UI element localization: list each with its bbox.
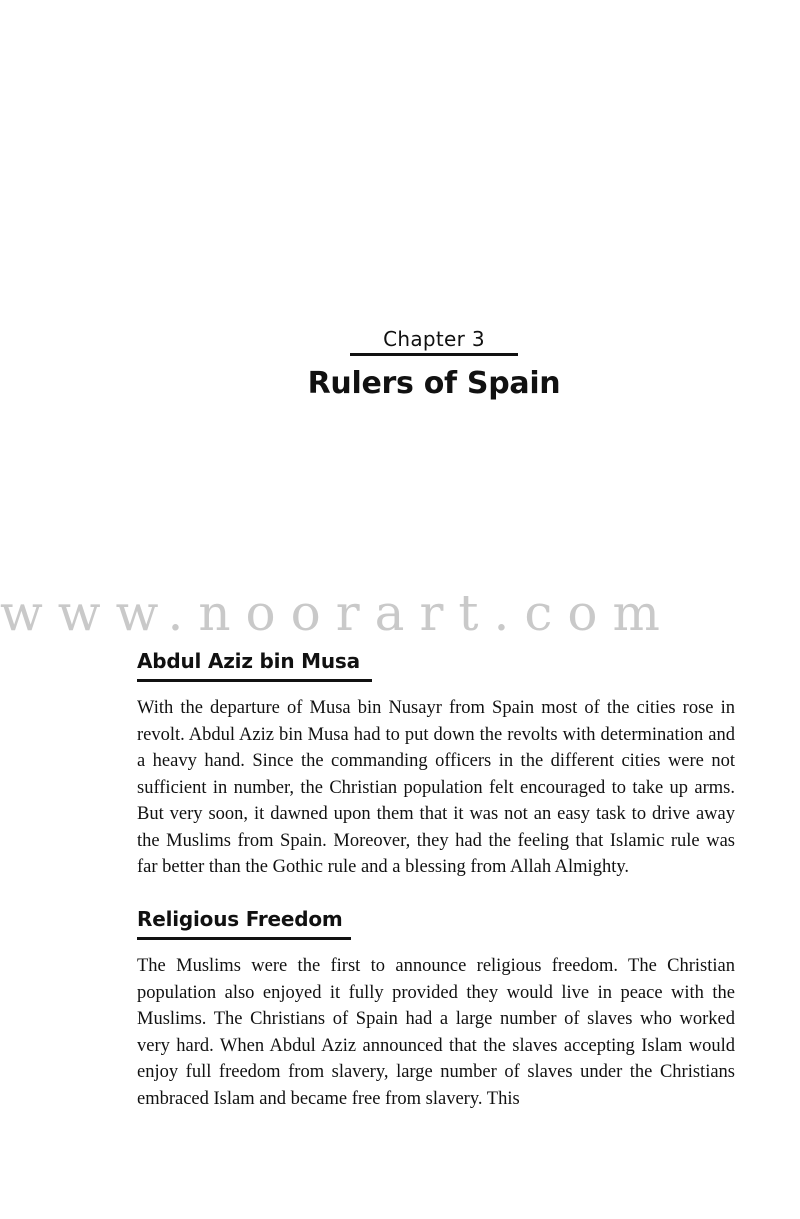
- section-paragraph: The Muslims were the first to announce religious freedom. The Christian population also enjoyed it fully provided they would live in peace with the Muslims. The Christians of Spain had a large number of slaves who worked very hard. When Abdul Aziz announced that the slaves accepting Islam would enjoy full freedom from slavery, large number of slaves under the Christians embraced Islam and became free from slavery. This: [137, 956, 735, 1109]
- chapter-divider: [350, 353, 518, 356]
- chapter-header: [0, 326, 800, 404]
- section-paragraph: With the departure of Musa bin Nusayr from Spain most of the cities rose in revolt. Abdul Aziz bin Musa had to put down the revolts with determination and a heavy hand. Since the commanding officers in the different cities were not sufficient in number, the Christian population felt encouraged to take up arms. But very soon, it dawned upon them that it was not an easy task to drive away the Muslims from Spain. Moreover, they had the feeling that Islamic rule was far better than the Gothic rule and a blessing from Allah Almighty.: [137, 698, 735, 877]
- section-heading: Abdul Aziz bin Musa: [137, 649, 372, 682]
- section-religious-freedom: [137, 907, 735, 1112]
- chapter-label: Chapter 3: [383, 327, 485, 351]
- watermark: www.noorart.com: [0, 584, 675, 642]
- section-abdul-aziz: [137, 649, 735, 881]
- chapter-title: Rulers of Spain: [307, 366, 561, 401]
- section-heading: Religious Freedom: [137, 907, 351, 940]
